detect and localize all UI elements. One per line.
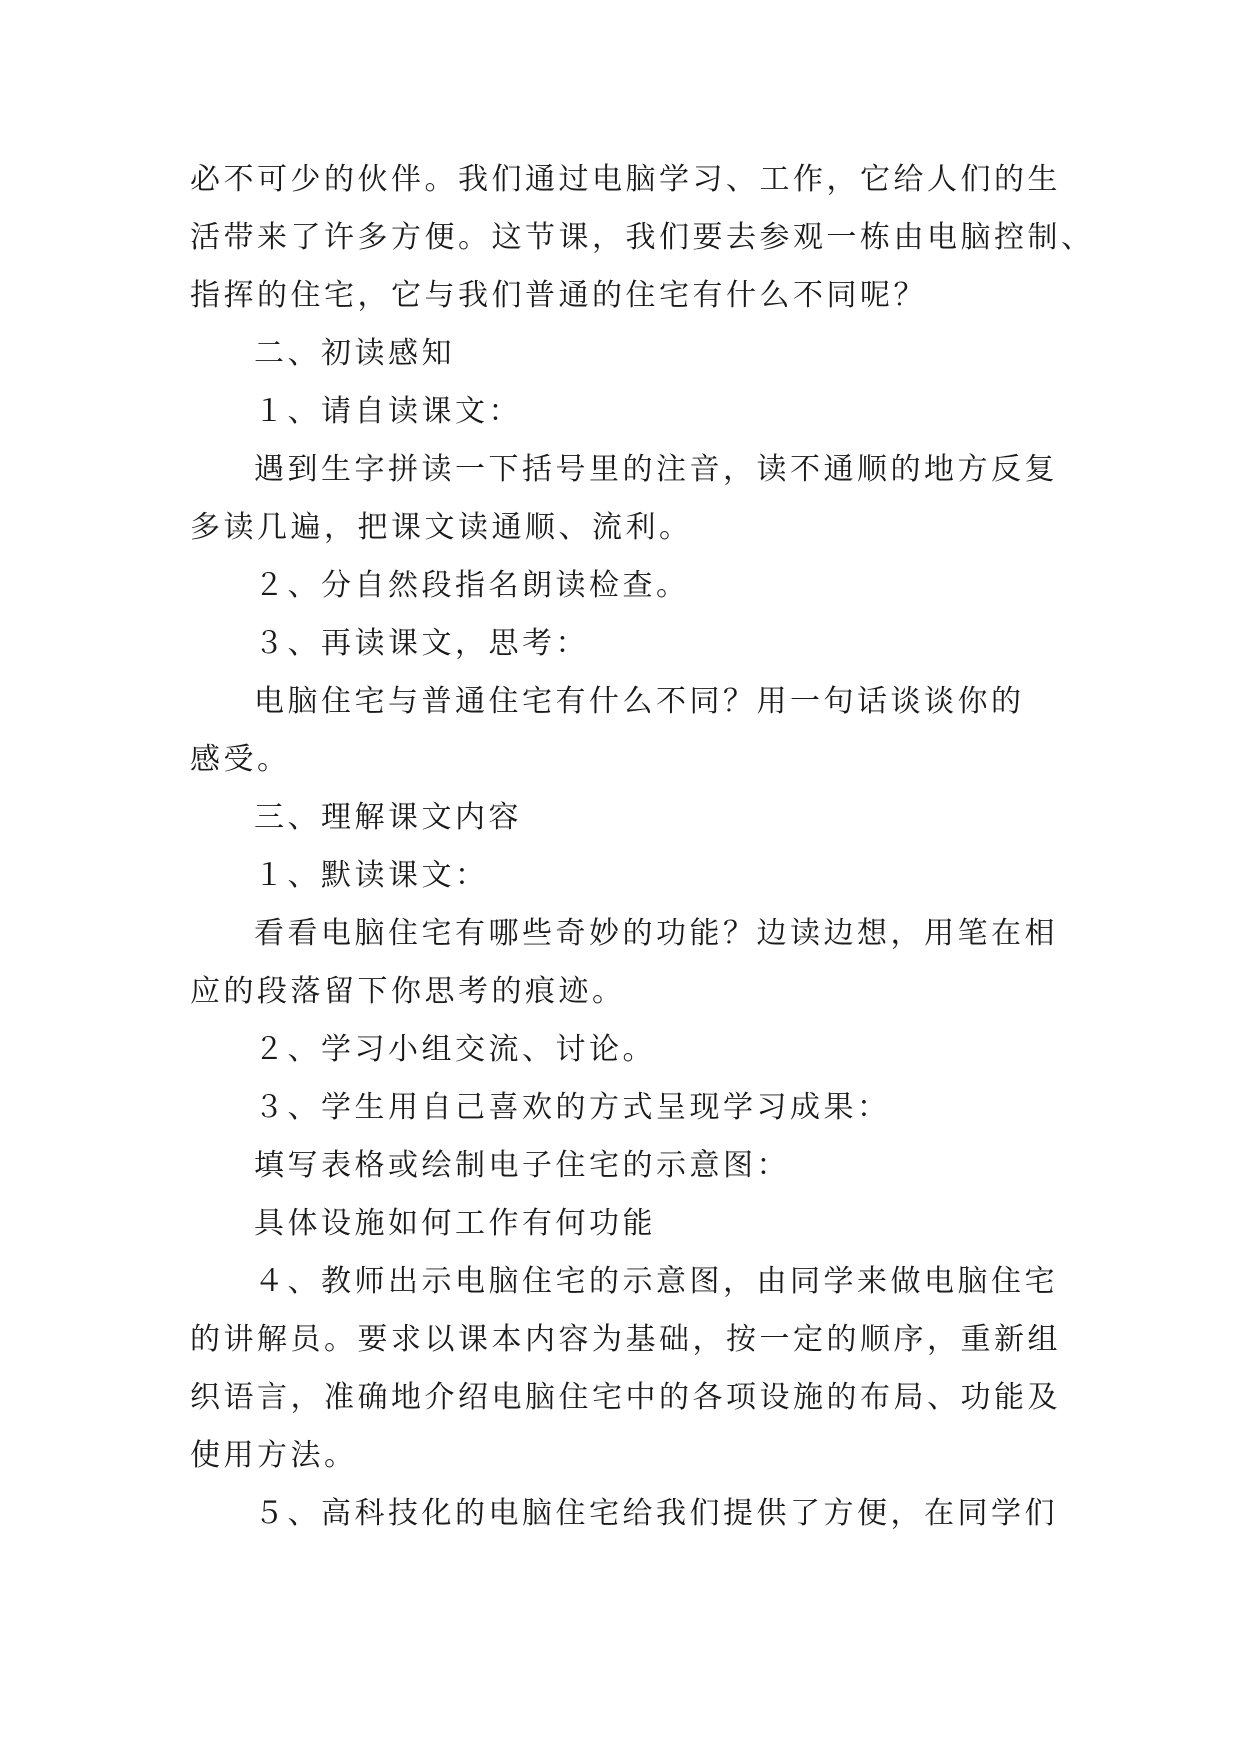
paragraph-line: 具体设施如何工作有何功能	[254, 1206, 656, 1241]
list-item: １、默读课文：	[254, 858, 489, 893]
paragraph-line: 看看电脑住宅有哪些奇妙的功能？边读边想，用笔在相	[254, 916, 1058, 951]
list-item: １、请自读课文：	[254, 394, 522, 429]
section-heading: 二、初读感知	[254, 336, 455, 371]
paragraph-line: 电脑住宅与普通住宅有什么不同？用一句话谈谈你的	[254, 684, 1025, 719]
paragraph-line: 遇到生字拼读一下括号里的注音，读不通顺的地方反复	[254, 452, 1058, 487]
paragraph-line: 必不可少的伙伴。我们通过电脑学习、工作，它给人们的生	[190, 162, 1061, 197]
list-item: ５、高科技化的电脑住宅给我们提供了方便，在同学们	[254, 1496, 1058, 1531]
paragraph-line: 指挥的住宅，它与我们普通的住宅有什么不同呢？	[190, 278, 927, 313]
paragraph-line: 活带来了许多方便。这节课，我们要去参观一栋由电脑控制、	[190, 220, 1095, 255]
list-item: ３、学生用自己喜欢的方式呈现学习成果：	[254, 1090, 891, 1125]
list-item: ４、教师出示电脑住宅的示意图，由同学来做电脑住宅	[254, 1264, 1058, 1299]
paragraph-line: 多读几遍，把课文读通顺、流利。	[190, 510, 693, 545]
paragraph-line: 应的段落留下你思考的痕迹。	[190, 974, 626, 1009]
list-item: ３、再读课文，思考：	[254, 626, 589, 661]
paragraph-line: 使用方法。	[190, 1438, 358, 1473]
paragraph-line: 织语言，准确地介绍电脑住宅中的各项设施的布局、功能及	[190, 1380, 1061, 1415]
paragraph-line: 的讲解员。要求以课本内容为基础，按一定的顺序，重新组	[190, 1322, 1061, 1357]
section-heading: 三、理解课文内容	[254, 800, 522, 835]
list-item: ２、分自然段指名朗读检查。	[254, 568, 690, 603]
paragraph-line: 感受。	[190, 742, 291, 777]
paragraph-line: 填写表格或绘制电子住宅的示意图：	[254, 1148, 790, 1183]
list-item: ２、学习小组交流、讨论。	[254, 1032, 656, 1067]
